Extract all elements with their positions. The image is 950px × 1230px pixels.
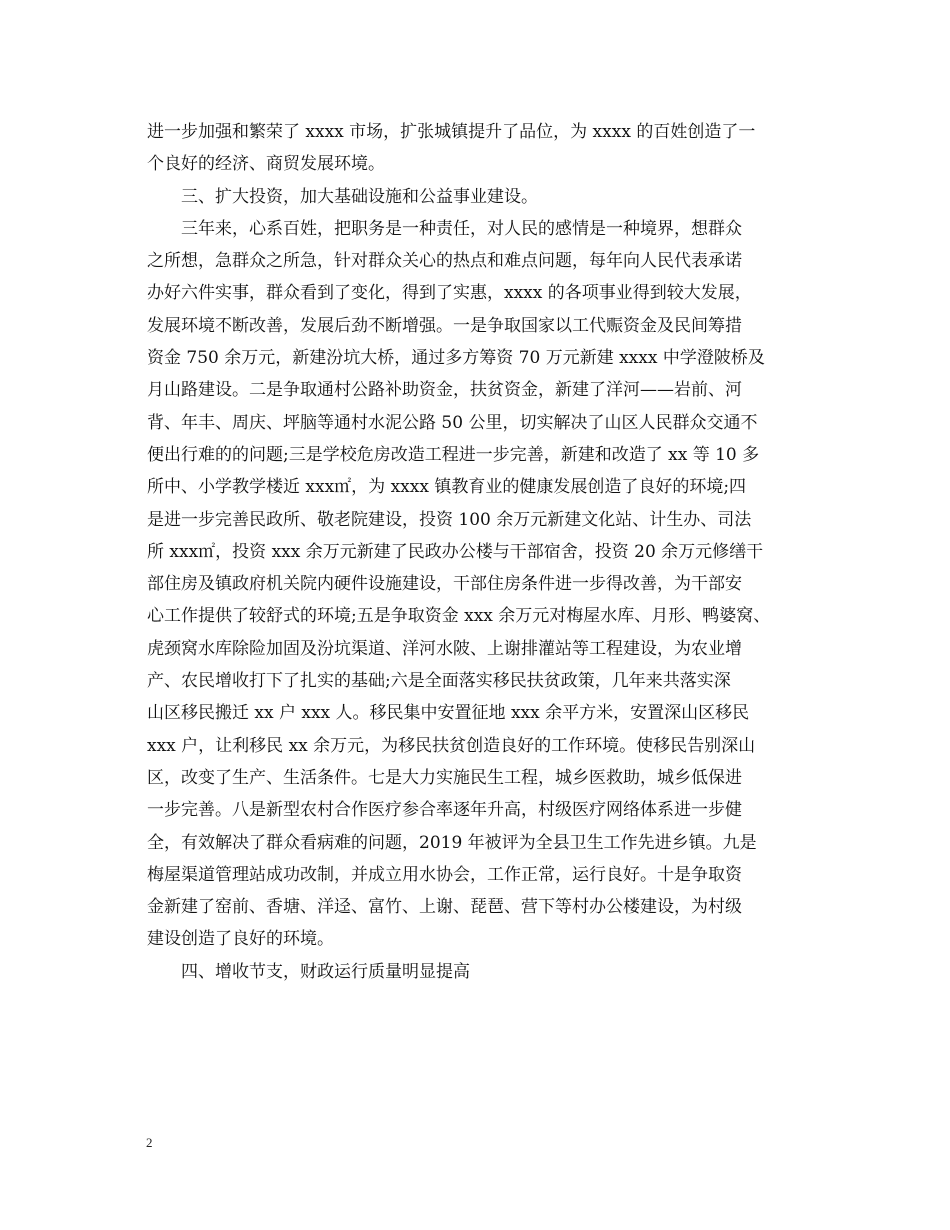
text-line: 月山路建设。二是争取通村公路补助资金，扶贫资金，新建了洋河——岩前、河 [147, 380, 742, 401]
text-line: 三、扩大投资，加大基础设施和公益事业建设。 [181, 186, 538, 207]
text-line: 个良好的经济、商贸发展环境。 [147, 154, 385, 175]
text-line: 资金 750 余万元，新建汾坑大桥，通过多方筹资 70 万元新建 xxxx 中学澄陂桥及 [147, 348, 765, 369]
text-line: 山区移民搬迁 xx 户 xxx 人。移民集中安置征地 xxx 余平方米，安置深山区移民 [147, 703, 750, 724]
text-line: 心工作提供了较舒式的环境;五是争取资金 xxx 余万元对梅屋水库、月形、鸭婆窝、 [147, 606, 771, 627]
text-line: 四、增收节支，财政运行质量明显提高 [181, 961, 470, 982]
text-line: 是进一步完善民政所、敬老院建设，投资 100 余万元新建文化站、计生办、司法 [147, 509, 752, 530]
text-line: 所 xxx㎡，投资 xxx 余万元新建了民政办公楼与干部宿舍，投资 20 余万元修缮干 [147, 541, 764, 562]
text-line: 产、农民增收打下了扎实的基础;六是全面落实移民扶贫政策，几年来共落实深 [147, 671, 731, 692]
text-line: 全，有效解决了群众看病难的问题，2019 年被评为全县卫生工作先进乡镇。九是 [147, 832, 757, 853]
text-line: 区，改变了生产、生活条件。七是大力实施民生工程，城乡医救助，城乡低保进 [147, 767, 742, 788]
text-line: 办好六件实事，群众看到了变化，得到了实惠，xxxx 的各项事业得到较大发展， [147, 283, 752, 304]
text-line: 便出行难的的问题;三是学校危房改造工程进一步完善，新建和改造了 xx 等 10 多 [147, 444, 760, 465]
text-line: 之所想，急群众之所急，针对群众关心的热点和难点问题，每年向人民代表承诺 [147, 251, 742, 272]
text-line: 一步完善。八是新型农村合作医疗参合率逐年升高，村级医疗网络体系进一步健 [147, 800, 742, 821]
text-line: 三年来，心系百姓，把职务是一种责任，对人民的感情是一种境界，想群众 [181, 218, 742, 239]
body-text [147, 116, 837, 988]
text-line: 所中、小学教学楼近 xxx㎡，为 xxxx 镇教育业的健康发展创造了良好的环境;四 [147, 477, 747, 498]
text-line: 建设创造了良好的环境。 [147, 929, 334, 950]
text-line: 虎颈窝水库除险加固及汾坑渠道、洋河水陂、上谢排灌站等工程建设，为农业增 [147, 638, 742, 659]
text-line: 梅屋渠道管理站成功改制，并成立用水协会，工作正常，运行良好。十是争取资 [147, 864, 742, 885]
text-line: 发展环境不断改善，发展后劲不断增强。一是争取国家以工代赈资金及民间筹措 [147, 315, 742, 336]
text-line: 进一步加强和繁荣了 xxxx 市场，扩张城镇提升了品位，为 xxxx 的百姓创造了一 [147, 122, 756, 142]
text-line: xxx 户，让利移民 xx 余万元，为移民扶贫创造良好的工作环境。使移民告别深山 [147, 735, 756, 756]
text-line: 部住房及镇政府机关院内硬件设施建设，干部住房条件进一步得改善，为干部安 [147, 574, 742, 595]
page-number: 2 [146, 1135, 153, 1150]
text-line: 金新建了窑前、香塘、洋迳、富竹、上谢、琵琶、营下等村办公楼建设，为村级 [147, 897, 742, 918]
text-line: 背、年丰、周庆、坪脑等通村水泥公路 50 公里，切实解决了山区人民群众交通不 [147, 412, 758, 433]
